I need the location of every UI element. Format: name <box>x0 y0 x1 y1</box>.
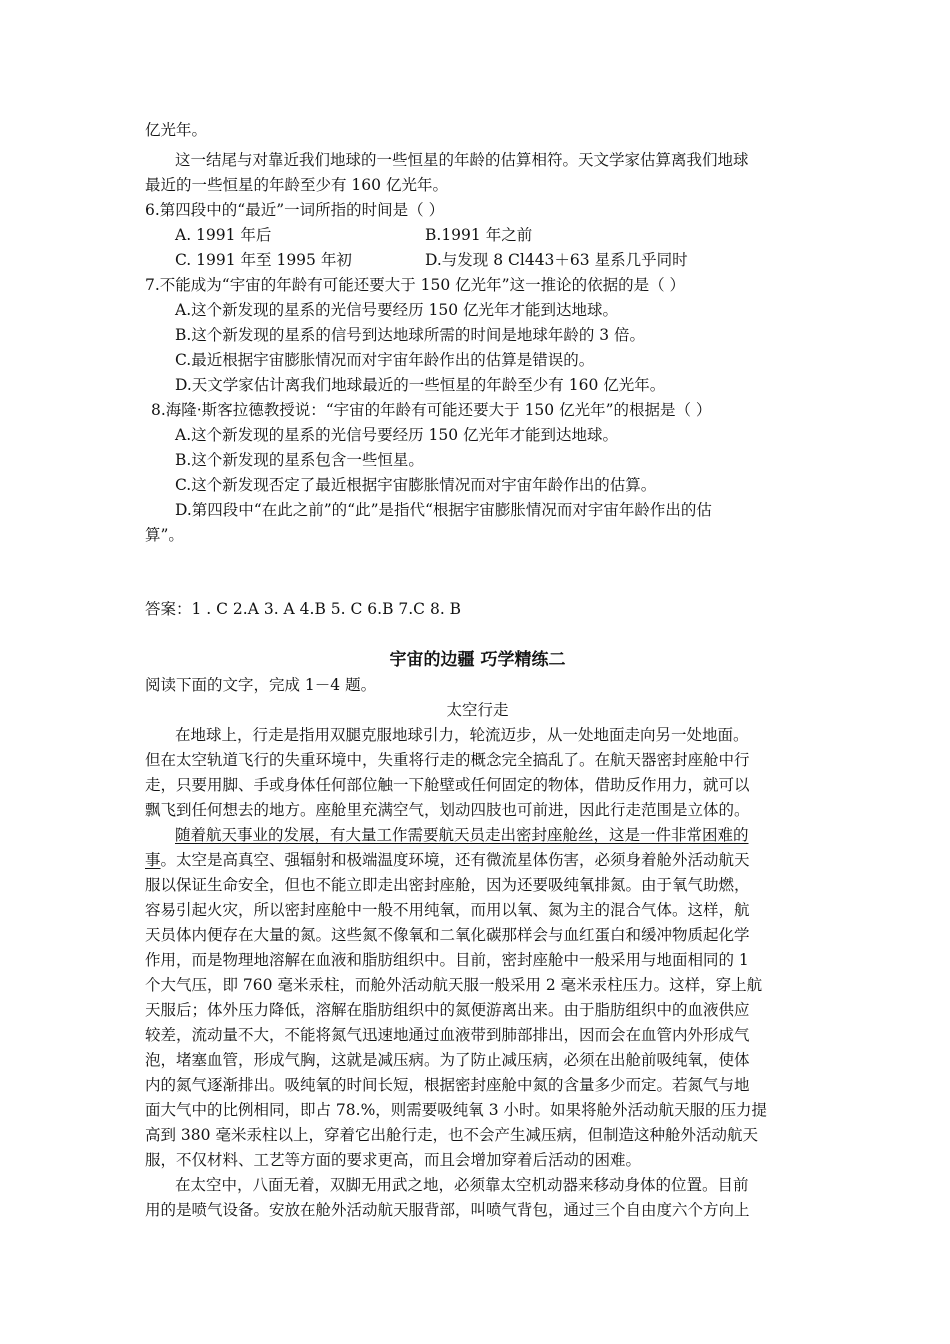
paragraph-2-line: 服，不仅材料、工艺等方面的要求更高，而且会增加穿着后活动的困难。 <box>145 1151 642 1169</box>
paragraph-3-line: 在太空中，八面无着，双脚无用武之地，必须靠太空机动器来移动身体的位置。目前 <box>175 1176 749 1194</box>
question-6-stem: 6.第四段中的“最近”一词所指的时间是（ ） <box>145 201 445 219</box>
question-8-option-c: C.这个新发现否定了最近根据宇宙膨胀情况而对宇宙年龄作出的估算。 <box>175 476 657 494</box>
instruction: 阅读下面的文字，完成 1－4 题。 <box>145 676 377 694</box>
paragraph-2-line: 内的氮气逐渐排出。吸纯氧的时间长短，根据密封座舱中氮的含量多少而定。若氮气与地 <box>145 1076 750 1094</box>
paragraph-2-line <box>145 848 810 872</box>
underlined-text: 随着航天事业的发展，有大量工作需要航天员走出密封座舱丝，这是一件非常困难的 <box>175 826 749 844</box>
question-7-option-b: B.这个新发现的星系的信号到达地球所需的时间是地球年龄的 3 倍。 <box>175 326 646 344</box>
section-title: 宇宙的边疆 巧学精练二 <box>389 650 566 670</box>
paragraph-1-line: 但在太空轨道飞行的失重环境中，失重将行走的概念完全搞乱了。在航天器密封座舱中行 <box>145 751 750 769</box>
underlined-text: 事 <box>145 851 161 869</box>
question-8-option-d: D.第四段中“在此之前”的“此”是指代“根据宇宙膨胀情况而对宇宙年龄作出的估 <box>175 501 712 519</box>
text-line: 这一结尾与对靠近我们地球的一些恒星的年龄的估算相符。天文学家估算离我们地球 <box>175 151 749 169</box>
paragraph-3-line: 用的是喷气设备。安放在舱外活动航天服背部，叫喷气背包，通过三个自由度六个方向上 <box>145 1201 750 1219</box>
paragraph-2-text: 。太空是高真空、强辐射和极端温度环境，还有微流星体伤害，必须身着舱外活动航天 <box>160 851 750 869</box>
answer-key: 答案：1 . C 2.A 3. A 4.B 5. C 6.B 7.C 8. B <box>145 600 462 618</box>
option-d: D.与发现 8 Cl443＋63 星系几乎同时 <box>425 251 688 269</box>
paragraph-2-line: 高到 380 毫米汞柱以上，穿着它出舱行走，也不会产生减压病，但制造这种舱外活动航天 <box>145 1126 758 1144</box>
option-b: B.1991 年之前 <box>425 226 533 244</box>
question-6-options-row-2 <box>175 248 810 272</box>
question-8-option-a: A.这个新发现的星系的光信号要经历 150 亿光年才能到达地球。 <box>175 426 619 444</box>
paragraph-2-line: 服以保证生命安全，但也不能立即走出密封座舱，因为还要吸纯氧排氮。由于氧气助燃， <box>145 876 750 894</box>
paragraph-2-line: 天员体内便存在大量的氮。这些氮不像氧和二氧化碳那样会与血红蛋白和缓冲物质起化学 <box>145 926 750 944</box>
text-line: 亿光年。 <box>145 121 208 139</box>
paragraph-1-line: 飘飞到任何想去的地方。座舱里充满空气，划动四肢也可前进，因此行走范围是立体的。 <box>145 801 750 819</box>
paragraph-1-line: 走，只要用脚、手或身体任何部位触一下舱壁或任何固定的物体，借助反作用力，就可以 <box>145 776 750 794</box>
question-7-option-c: C.最近根据宇宙膨胀情况而对宇宙年龄作出的估算是错误的。 <box>175 351 595 369</box>
paragraph-1-line: 在地球上，行走是指用双腿克服地球引力，轮流迈步，从一处地面走向另一处地面。 <box>175 726 749 744</box>
question-8-option-d-continued: 算”。 <box>145 526 184 544</box>
question-7-stem: 7.不能成为“宇宙的年龄有可能还要大于 150 亿光年”这一推论的依据的是（ ） <box>145 276 686 294</box>
paragraph-2-line: 较差，流动量不大，不能将氮气迅速地通过血液带到肺部排出，因而会在血管内外形成气 <box>145 1026 750 1044</box>
paragraph-2-line: 泡，堵塞血管，形成气胸，这就是减压病。为了防止减压病，必须在出舱前吸纯氧，使体 <box>145 1051 750 1069</box>
question-6-options-row-1 <box>175 223 810 247</box>
paragraph-2-line: 面大气中的比例相同，即占 78.%，则需要吸纯氧 3 小时。如果将舱外活动航天服的压力提 <box>145 1101 768 1119</box>
option-c: C. 1991 年至 1995 年初 <box>175 251 352 269</box>
question-7-option-d: D.天文学家估计离我们地球最近的一些恒星的年龄至少有 160 亿光年。 <box>175 376 666 394</box>
paragraph-2-underlined-sentence <box>175 823 810 847</box>
question-7-option-a: A.这个新发现的星系的光信号要经历 150 亿光年才能到达地球。 <box>175 301 619 319</box>
paragraph-2-line: 天服后；体外压力降低，溶解在脂肪组织中的氮便游离出来。由于脂肪组织中的血液供应 <box>145 1001 750 1019</box>
paragraph-2-line: 容易引起火灾，所以密封座舱中一般不用纯氧，而用以氧、氮为主的混合气体。这样，航 <box>145 901 750 919</box>
paragraph-2-line: 个大气压，即 760 毫米汞柱，而舱外活动航天服一般采用 2 毫米汞柱压力。这样，穿上航 <box>145 976 763 994</box>
passage-title: 太空行走 <box>446 701 509 719</box>
question-8-option-b: B.这个新发现的星系包含一些恒星。 <box>175 451 424 469</box>
question-8-stem: 8.海隆·斯客拉德教授说：“宇宙的年龄有可能还要大于 150 亿光年”的根据是（ ） <box>151 401 712 419</box>
text-line: 最近的一些恒星的年龄至少有 160 亿光年。 <box>145 176 448 194</box>
option-a: A. 1991 年后 <box>175 226 272 244</box>
paragraph-2-line: 作用，而是物理地溶解在血液和脂肪组织中。目前，密封座舱中一般采用与地面相同的 1 <box>145 951 749 969</box>
